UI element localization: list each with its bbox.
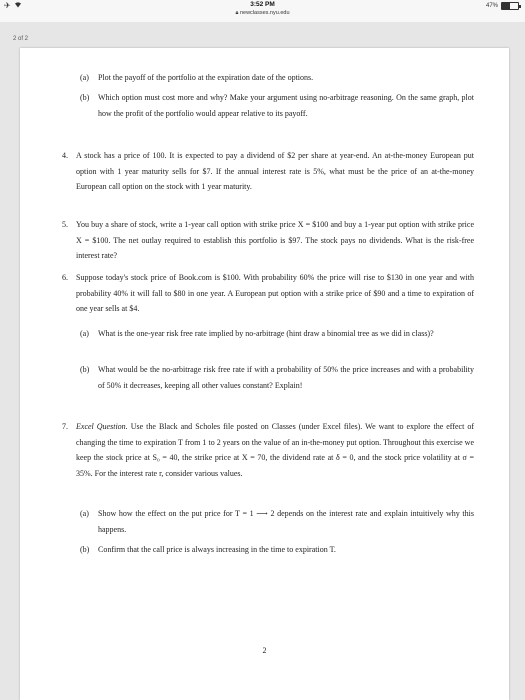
status-time: 3:52 PM	[250, 1, 275, 8]
q3b-label: (b)	[80, 93, 90, 102]
q7b-label: (b)	[80, 545, 90, 554]
q7-title: Excel Question.	[76, 422, 128, 431]
q6-text: Suppose today's stock price of Book.com is $100. With probability 60% the price will rise to $130 in one year and with probability 40% it will fall to $80 in one year. A European put option with a strike price of $90 and a time to expiration of one year sells at $4.	[76, 273, 474, 313]
q3b-text: Which option must cost more and why? Make your argument using no-arbitrage reasoning. On the same graph, plot how the profit of the portfolio would appear relative to its payoff.	[98, 93, 474, 118]
url-text: newclasses.nyu.edu	[239, 10, 290, 16]
pdf-toolbar	[0, 22, 525, 40]
q3a-label: (a)	[80, 73, 89, 82]
document-page[interactable]	[20, 48, 509, 700]
q6b-text: What would be the no-arbitrage risk free rate if with a probability of 50% the price increases and with a probability of 50% it decreases, keeping all other values constant? Explain!	[98, 365, 474, 390]
q4-text: A stock has a price of 100. It is expected to pay a dividend of $2 per share at year-end. An at-the-money European put option with 1 year maturity sells for $7. If the annual interest rate is 5%, what must be the price of an at-the-money European call option on the stock with 1 year maturity.	[76, 151, 474, 191]
lock-icon: 🔒︎	[235, 10, 239, 16]
q4-label: 4.	[62, 151, 68, 160]
q7-body	[76, 419, 474, 481]
status-bar	[0, 0, 525, 22]
q7b-text: Confirm that the call price is always increasing in the time to expiration T.	[98, 545, 336, 554]
q7a-label: (a)	[80, 509, 89, 518]
page-indicator: 2 of 2	[13, 36, 29, 42]
q5-label: 5.	[62, 220, 68, 229]
q7-text: Use the Black and Scholes file posted on Classes (under Excel files). We want to explore the effect of changing the time to expiration T from 1 to 2 years on the value of an in-the-money put option. Throughout this exercise we keep the stock price at S₀ = 40, the strike price at X = 70, the dividend rate at δ = 0, and the stock price volatility at σ = 35%. For the interest rate r, consider various values.	[76, 422, 475, 478]
battery-percent: 47%	[485, 3, 498, 9]
q6a-label: (a)	[80, 329, 89, 338]
airplane-mode-icon: ✈	[4, 1, 11, 10]
q6-label: 6.	[62, 273, 68, 282]
q5-text: You buy a share of stock, write a 1-year call option with strike price X = $100 and buy a 1-year put option with strike price X = $100. The net outlay required to establish this portfolio is $97. The stock pays no dividends. What is the risk-free interest rate?	[76, 220, 474, 260]
url-bar[interactable]	[0, 10, 525, 17]
battery-level	[502, 3, 510, 9]
q7-label: 7.	[62, 422, 68, 431]
q3a-text: Plot the payoff of the portfolio at the expiration date of the options.	[98, 73, 314, 82]
q7a-text: Show how the effect on the put price for T = 1 ⟶ 2 depends on the interest rate and explain intuitively why this happens.	[98, 509, 474, 534]
q6b-label: (b)	[80, 365, 90, 374]
page-number: 2	[262, 646, 267, 655]
q6a-text: What is the one-year risk free rate implied by no-arbitrage (hint draw a binomial tree as we did in class)?	[98, 329, 434, 338]
status-right	[486, 2, 519, 10]
battery-icon	[501, 2, 519, 10]
